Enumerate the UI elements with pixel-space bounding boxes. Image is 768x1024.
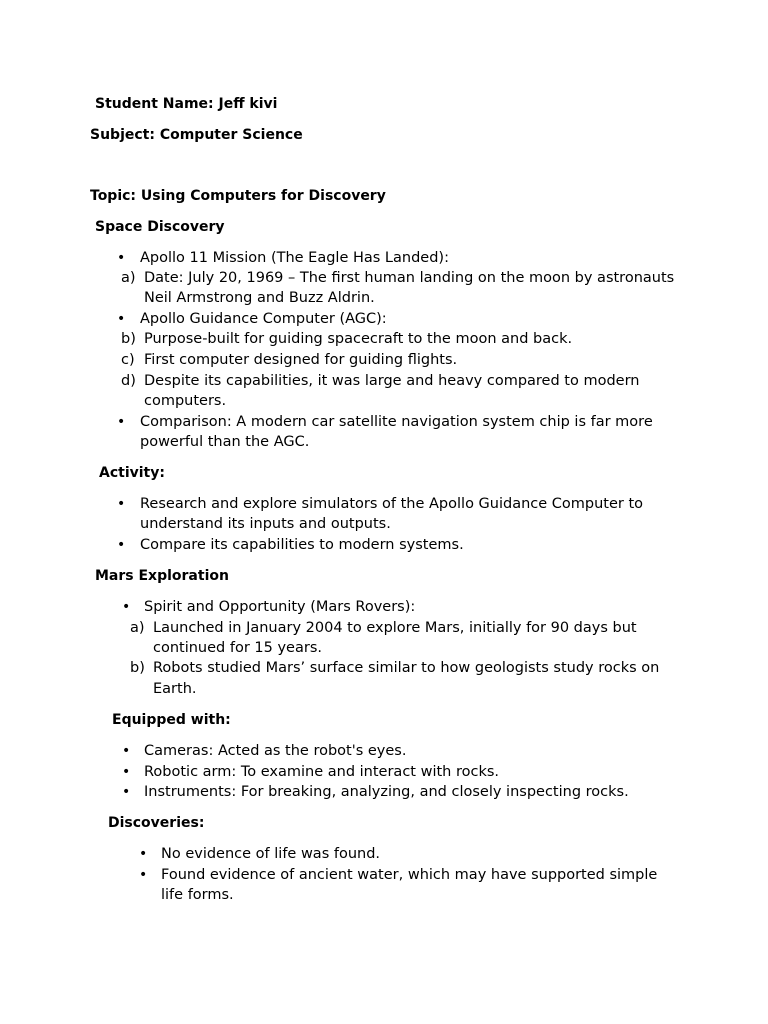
list-marker-b: b) [121,331,136,347]
bullet-marker: • [117,414,126,430]
mars-launch-line1: Launched in January 2004 to explore Mars, initially for 90 days but [153,620,637,636]
mars-launch-line2: continued for 15 years. [153,640,322,656]
activity-research-line1: Research and explore simulators of the Apollo Guidance Computer to [140,496,644,512]
bullet-marker: • [139,846,148,862]
equipped-instruments: Instruments: For breaking, analyzing, and closely inspecting rocks. [144,784,629,800]
apollo11-bullet: Apollo 11 Mission (The Eagle Has Landed): [140,250,449,266]
activity-heading: Activity: [99,465,165,481]
bullet-marker: • [122,599,131,615]
discoveries-water-line2: life forms. [161,887,234,903]
mars-rovers-bullet: Spirit and Opportunity (Mars Rovers): [144,599,416,615]
equipped-arm: Robotic arm: To examine and interact with rocks. [144,764,500,780]
bullet-marker: • [139,867,148,883]
bullet-marker: • [122,784,131,800]
bullet-marker: • [117,537,126,553]
student-name: Student Name: Jeff kivi [95,96,278,112]
bullet-marker: • [122,743,131,759]
mars-robots-line2: Earth. [153,681,197,697]
mars-robots-line1: Robots studied Mars’ surface similar to how geologists study rocks on [153,660,660,676]
agc-purpose: Purpose-built for guiding spacecraft to the moon and back. [144,331,573,347]
space-discovery-heading: Space Discovery [95,219,225,235]
activity-compare: Compare its capabilities to modern systems. [140,537,464,553]
activity-research-line2: understand its inputs and outputs. [140,516,391,532]
list-marker-d: d) [121,373,136,389]
apollo11-date-line2: Neil Armstrong and Buzz Aldrin. [144,290,375,306]
discoveries-no-life: No evidence of life was found. [161,846,381,862]
comparison-line1: Comparison: A modern car satellite navigation system chip is far more [140,414,653,430]
agc-first-computer: First computer designed for guiding flights. [144,352,458,368]
bullet-marker: • [117,250,126,266]
list-marker-a: a) [121,270,136,286]
agc-size-line1: Despite its capabilities, it was large and heavy compared to modern [144,373,640,389]
comparison-line2: powerful than the AGC. [140,434,310,450]
bullet-marker: • [117,496,126,512]
agc-bullet: Apollo Guidance Computer (AGC): [140,311,387,327]
bullet-marker: • [122,764,131,780]
agc-size-line2: computers. [144,393,227,409]
apollo11-date-line1: Date: July 20, 1969 – The first human landing on the moon by astronauts [144,270,675,286]
discoveries-heading: Discoveries: [108,815,205,831]
discoveries-water-line1: Found evidence of ancient water, which may have supported simple [161,867,658,883]
bullet-marker: • [117,311,126,327]
list-marker-b: b) [130,660,145,676]
list-marker-a: a) [130,620,145,636]
equipped-cameras: Cameras: Acted as the robot's eyes. [144,743,407,759]
mars-heading: Mars Exploration [95,568,229,584]
equipped-heading: Equipped with: [112,712,231,728]
list-marker-c: c) [121,352,135,368]
subject: Subject: Computer Science [90,127,303,143]
topic-title: Topic: Using Computers for Discovery [90,188,386,204]
